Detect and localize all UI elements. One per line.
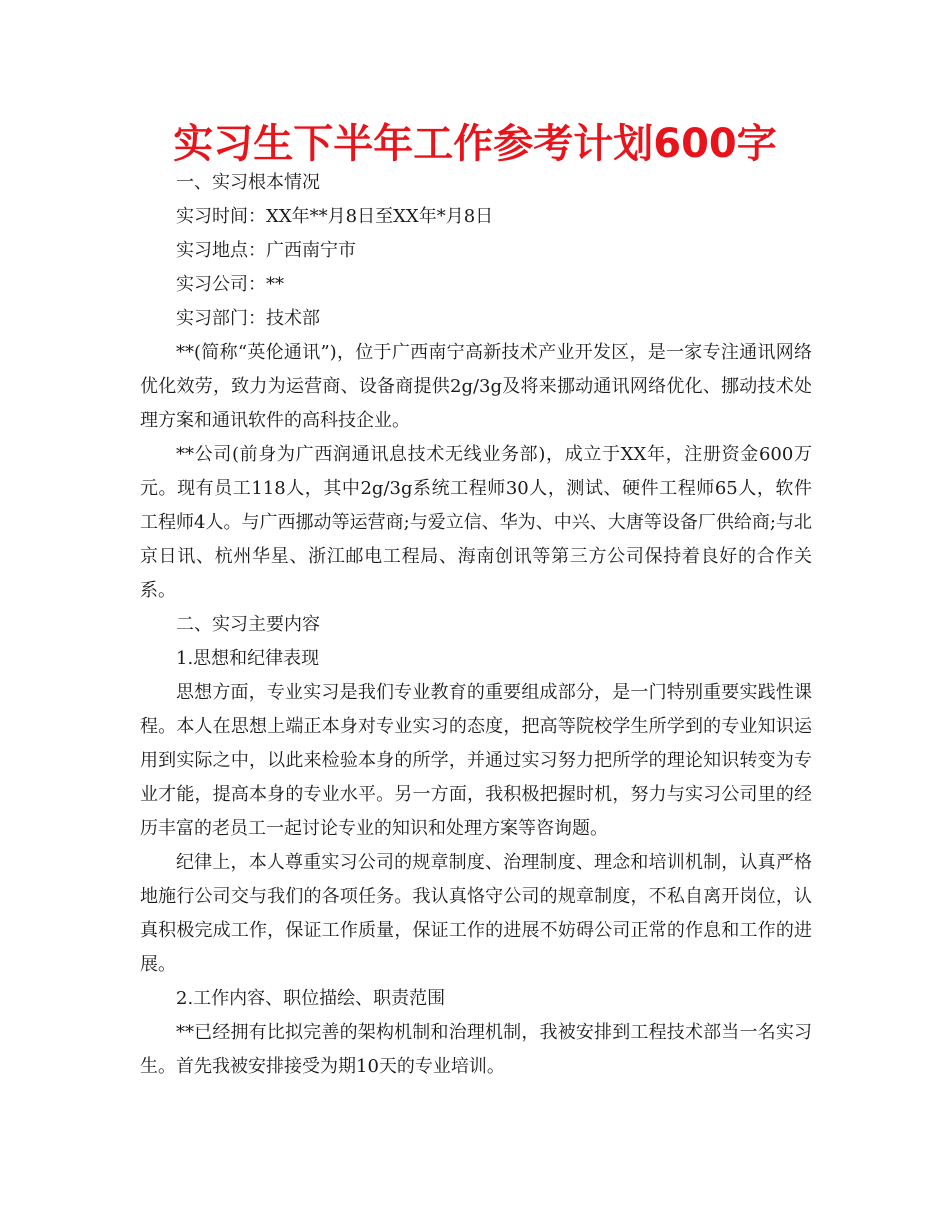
subheading-work-content: 2.工作内容、职位描绘、职责范围 — [176, 988, 446, 1009]
section-heading-2: 二、实习主要内容 — [176, 614, 320, 635]
company-history-paragraph: **公司(前身为广西润通讯息技术无线业务部)，成立于XX年，注册资金600万元。现有员工118人，其中2g/3g系统工程师30人，测试、硬件工程师65人，软件工程师4人。与广西挪动等运营商;与爱立信、华为、中兴、大唐等设备厂供给商;与北京日讯、杭州华星、浙江邮电工程局、海南创讯等第三方公司保持着良好的合作关系。 — [140, 444, 812, 601]
internship-company: 实习公司：** — [176, 274, 284, 295]
company-intro-paragraph: **(简称“英伦通讯”)，位于广西南宁高新技术产业开发区，是一家专注通讯网络优化效劳，致力为运营商、设备商提供2g/3g及将来挪动通讯网络优化、挪动技术处理方案和通讯软件的高科技企业。 — [140, 342, 812, 431]
internship-location: 实习地点：广西南宁市 — [176, 240, 356, 261]
section-heading-1: 一、实习根本情况 — [176, 172, 320, 193]
document-title: 实习生下半年工作参考计划600字 — [173, 121, 777, 167]
internship-time: 实习时间：XX年**月8日至XX年*月8日 — [176, 206, 494, 227]
work-content-paragraph: **已经拥有比拟完善的架构机制和治理机制，我被安排到工程技术部当一名实习生。首先我被安排接受为期10天的专业培训。 — [140, 1022, 812, 1077]
subheading-thought-discipline: 1.思想和纪律表现 — [176, 648, 320, 669]
thought-paragraph: 思想方面，专业实习是我们专业教育的重要组成部分，是一门特别重要实践性课程。本人在思想上端正本身对专业实习的态度，把高等院校学生所学到的专业知识运用到实际之中，以此来检验本身的所学，并通过实习努力把所学的理论知识转变为专业才能，提高本身的专业水平。另一方面，我积极把握时机，努力与实习公司里的经历丰富的老员工一起讨论专业的知识和处理方案等咨询题。 — [140, 682, 812, 839]
discipline-paragraph: 纪律上，本人尊重实习公司的规章制度、治理制度、理念和培训机制，认真严格地施行公司交与我们的各项任务。我认真恪守公司的规章制度，不私自离开岗位，认真积极完成工作，保证工作质量，保证工作的进展不妨碍公司正常的作息和工作的进展。 — [140, 852, 812, 975]
internship-department: 实习部门：技术部 — [176, 308, 320, 329]
document-body — [140, 166, 812, 1084]
